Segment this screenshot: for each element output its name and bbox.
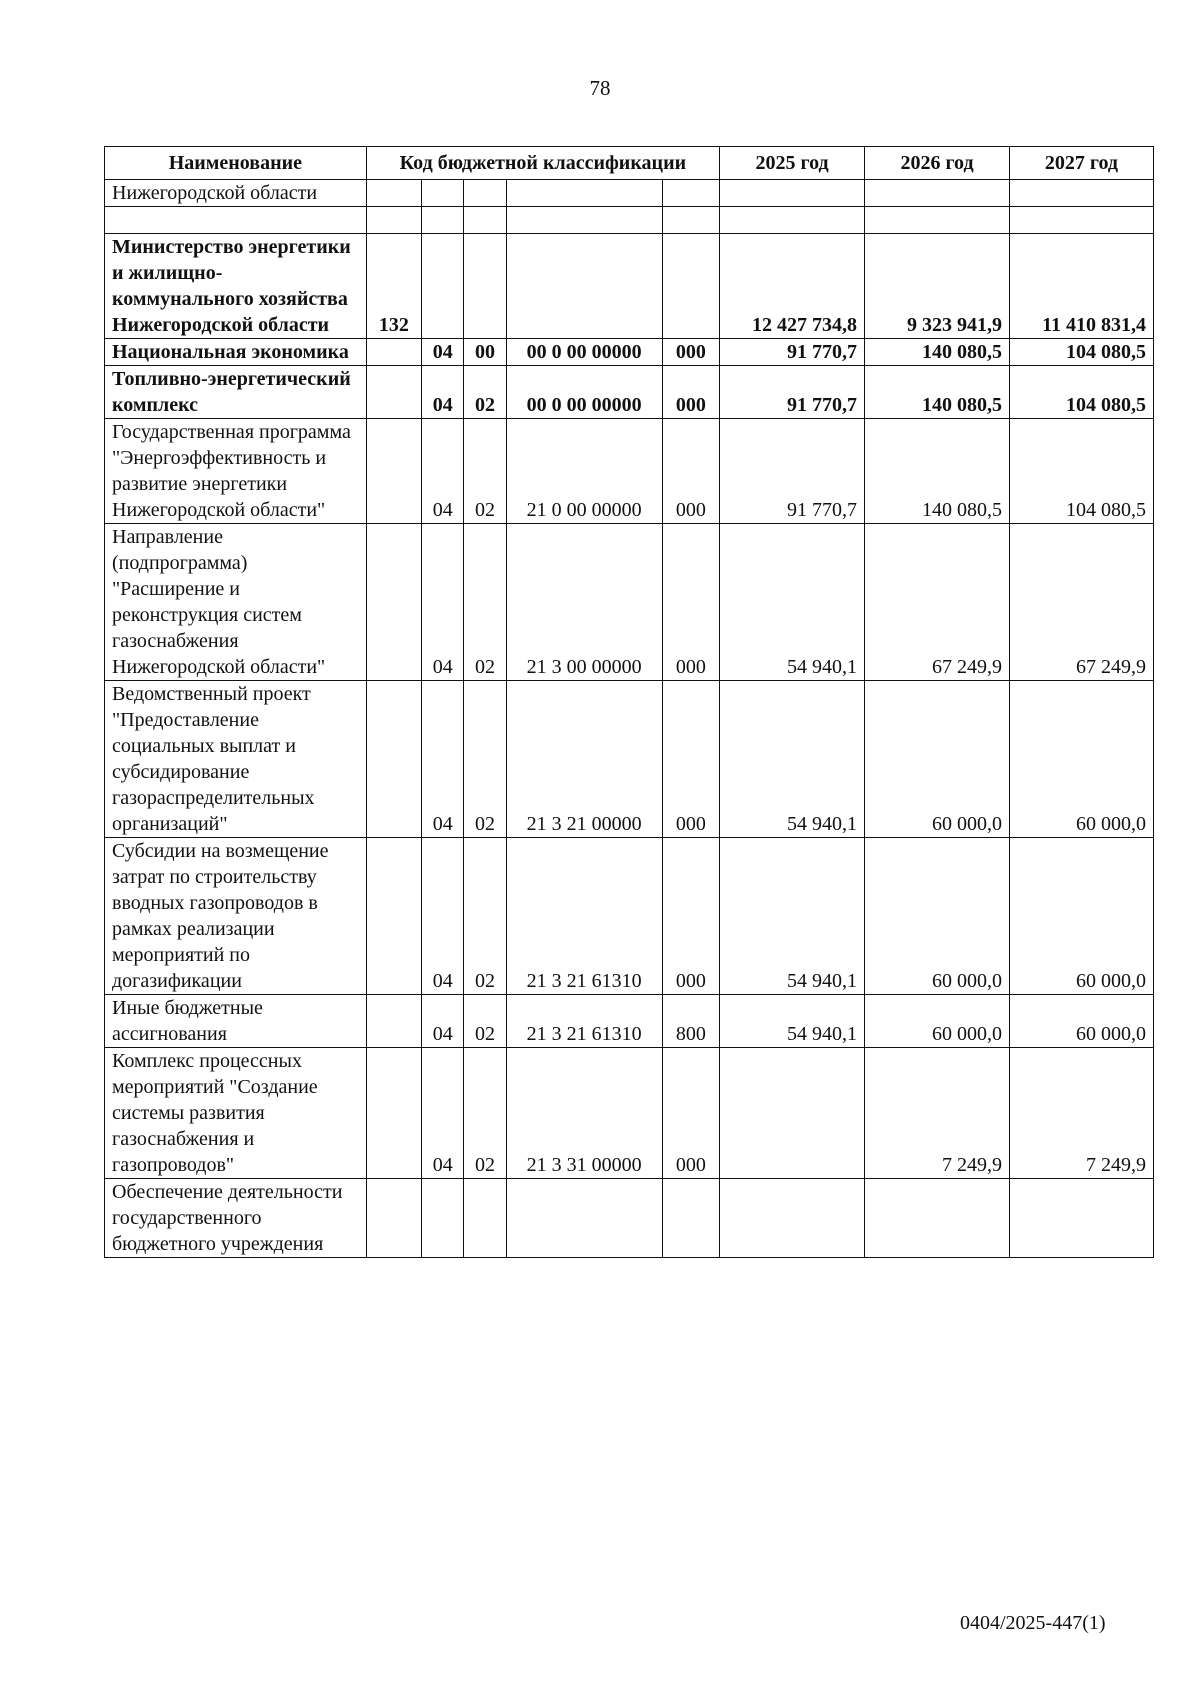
cell-subsection: 00 bbox=[464, 339, 506, 366]
cell-ministry bbox=[366, 207, 421, 234]
header-2025: 2025 год bbox=[720, 147, 865, 180]
cell-ministry bbox=[366, 995, 421, 1048]
cell-name: Топливно-энергетический комплекс bbox=[105, 366, 367, 419]
cell-2027: 60 000,0 bbox=[1009, 995, 1153, 1048]
cell-2027: 104 080,5 bbox=[1009, 419, 1153, 524]
cell-section: 04 bbox=[422, 838, 464, 995]
table-row bbox=[105, 207, 1154, 234]
cell-ministry bbox=[366, 339, 421, 366]
cell-csr: 21 3 21 61310 bbox=[506, 995, 662, 1048]
cell-vr bbox=[662, 1179, 719, 1258]
cell-csr: 21 3 31 00000 bbox=[506, 1048, 662, 1179]
cell-section bbox=[422, 1179, 464, 1258]
cell-name: Комплекс процессных мероприятий "Создание системы развития газоснабжения и газопроводов" bbox=[105, 1048, 367, 1179]
cell-section: 04 bbox=[422, 524, 464, 681]
cell-2025: 91 770,7 bbox=[720, 366, 865, 419]
cell-name: Министерство энергетики и жилищно-коммунального хозяйства Нижегородской области bbox=[105, 234, 367, 339]
cell-section: 04 bbox=[422, 1048, 464, 1179]
cell-name: Национальная экономика bbox=[105, 339, 367, 366]
cell-vr: 000 bbox=[662, 339, 719, 366]
cell-name: Субсидии на возмещение затрат по строительству вводных газопроводов в рамках реализации мероприятий по догазификации bbox=[105, 838, 367, 995]
cell-2026 bbox=[865, 207, 1010, 234]
cell-2025: 54 940,1 bbox=[720, 524, 865, 681]
cell-2025: 54 940,1 bbox=[720, 838, 865, 995]
page-number: 78 bbox=[589, 76, 611, 100]
cell-section bbox=[422, 207, 464, 234]
cell-subsection: 02 bbox=[464, 524, 506, 681]
cell-name: Направление (подпрограмма) "Расширение и реконструкция систем газоснабжения Нижегородской области" bbox=[105, 524, 367, 681]
table-row bbox=[105, 234, 1154, 339]
cell-2026: 7 249,9 bbox=[865, 1048, 1010, 1179]
cell-2026: 60 000,0 bbox=[865, 838, 1010, 995]
cell-csr bbox=[506, 1179, 662, 1258]
cell-2027 bbox=[1009, 180, 1153, 207]
table-row bbox=[105, 681, 1154, 838]
cell-2026: 67 249,9 bbox=[865, 524, 1010, 681]
cell-ministry bbox=[366, 838, 421, 995]
budget-table bbox=[104, 146, 1154, 1258]
cell-name: Нижегородской области bbox=[105, 180, 367, 207]
cell-ministry bbox=[366, 1179, 421, 1258]
cell-name: Иные бюджетные ассигнования bbox=[105, 995, 367, 1048]
cell-2027: 60 000,0 bbox=[1009, 838, 1153, 995]
cell-2027: 104 080,5 bbox=[1009, 339, 1153, 366]
cell-csr bbox=[506, 207, 662, 234]
cell-2026: 60 000,0 bbox=[865, 995, 1010, 1048]
cell-2027: 7 249,9 bbox=[1009, 1048, 1153, 1179]
cell-ministry bbox=[366, 524, 421, 681]
cell-2025: 91 770,7 bbox=[720, 339, 865, 366]
document-id: 0404/2025-447(1) bbox=[960, 1612, 1106, 1634]
cell-2027: 67 249,9 bbox=[1009, 524, 1153, 681]
cell-2025 bbox=[720, 1179, 865, 1258]
cell-csr bbox=[506, 180, 662, 207]
table-row bbox=[105, 524, 1154, 681]
header-2027: 2027 год bbox=[1009, 147, 1153, 180]
cell-2026: 9 323 941,9 bbox=[865, 234, 1010, 339]
table-row bbox=[105, 419, 1154, 524]
cell-subsection bbox=[464, 1179, 506, 1258]
cell-name bbox=[105, 207, 367, 234]
cell-section: 04 bbox=[422, 419, 464, 524]
cell-vr bbox=[662, 234, 719, 339]
cell-vr: 000 bbox=[662, 838, 719, 995]
cell-2026 bbox=[865, 1179, 1010, 1258]
cell-2026: 140 080,5 bbox=[865, 419, 1010, 524]
cell-ministry bbox=[366, 180, 421, 207]
cell-csr: 21 3 00 00000 bbox=[506, 524, 662, 681]
cell-2025 bbox=[720, 180, 865, 207]
cell-csr bbox=[506, 234, 662, 339]
cell-subsection bbox=[464, 234, 506, 339]
cell-section: 04 bbox=[422, 366, 464, 419]
cell-2027: 104 080,5 bbox=[1009, 366, 1153, 419]
table-row bbox=[105, 995, 1154, 1048]
cell-vr bbox=[662, 180, 719, 207]
table-row bbox=[105, 1179, 1154, 1258]
cell-2027 bbox=[1009, 1179, 1153, 1258]
header-code: Код бюджетной классификации bbox=[366, 147, 719, 180]
cell-2026: 60 000,0 bbox=[865, 681, 1010, 838]
cell-subsection bbox=[464, 207, 506, 234]
cell-vr: 000 bbox=[662, 681, 719, 838]
cell-ministry bbox=[366, 366, 421, 419]
cell-subsection: 02 bbox=[464, 995, 506, 1048]
cell-vr: 000 bbox=[662, 366, 719, 419]
cell-2025: 12 427 734,8 bbox=[720, 234, 865, 339]
cell-2025 bbox=[720, 1048, 865, 1179]
cell-name: Государственная программа "Энергоэффективность и развитие энергетики Нижегородской области" bbox=[105, 419, 367, 524]
cell-ministry bbox=[366, 419, 421, 524]
cell-name: Ведомственный проект "Предоставление социальных выплат и субсидирование газораспределительных организаций" bbox=[105, 681, 367, 838]
cell-2026 bbox=[865, 180, 1010, 207]
cell-section bbox=[422, 180, 464, 207]
cell-subsection bbox=[464, 180, 506, 207]
cell-subsection: 02 bbox=[464, 366, 506, 419]
cell-subsection: 02 bbox=[464, 838, 506, 995]
cell-2027: 60 000,0 bbox=[1009, 681, 1153, 838]
cell-2027 bbox=[1009, 207, 1153, 234]
cell-section: 04 bbox=[422, 339, 464, 366]
table-row bbox=[105, 366, 1154, 419]
cell-ministry: 132 bbox=[366, 234, 421, 339]
table-row bbox=[105, 180, 1154, 207]
cell-subsection: 02 bbox=[464, 681, 506, 838]
header-2026: 2026 год bbox=[865, 147, 1010, 180]
table-row bbox=[105, 339, 1154, 366]
cell-csr: 00 0 00 00000 bbox=[506, 366, 662, 419]
cell-csr: 21 3 21 61310 bbox=[506, 838, 662, 995]
table-row bbox=[105, 1048, 1154, 1179]
cell-vr: 000 bbox=[662, 1048, 719, 1179]
cell-2027: 11 410 831,4 bbox=[1009, 234, 1153, 339]
header-name: Наименование bbox=[105, 147, 367, 180]
cell-section: 04 bbox=[422, 995, 464, 1048]
cell-2025: 91 770,7 bbox=[720, 419, 865, 524]
cell-2025: 54 940,1 bbox=[720, 995, 865, 1048]
cell-vr: 000 bbox=[662, 524, 719, 681]
cell-subsection: 02 bbox=[464, 419, 506, 524]
header-row bbox=[105, 147, 1154, 180]
cell-ministry bbox=[366, 681, 421, 838]
cell-2026: 140 080,5 bbox=[865, 366, 1010, 419]
cell-vr: 000 bbox=[662, 419, 719, 524]
cell-ministry bbox=[366, 1048, 421, 1179]
cell-vr: 800 bbox=[662, 995, 719, 1048]
cell-csr: 21 0 00 00000 bbox=[506, 419, 662, 524]
cell-2026: 140 080,5 bbox=[865, 339, 1010, 366]
cell-csr: 21 3 21 00000 bbox=[506, 681, 662, 838]
cell-subsection: 02 bbox=[464, 1048, 506, 1179]
table-row bbox=[105, 838, 1154, 995]
cell-vr bbox=[662, 207, 719, 234]
cell-csr: 00 0 00 00000 bbox=[506, 339, 662, 366]
cell-name: Обеспечение деятельности государственного бюджетного учреждения bbox=[105, 1179, 367, 1258]
cell-2025 bbox=[720, 207, 865, 234]
cell-2025: 54 940,1 bbox=[720, 681, 865, 838]
cell-section bbox=[422, 234, 464, 339]
cell-section: 04 bbox=[422, 681, 464, 838]
